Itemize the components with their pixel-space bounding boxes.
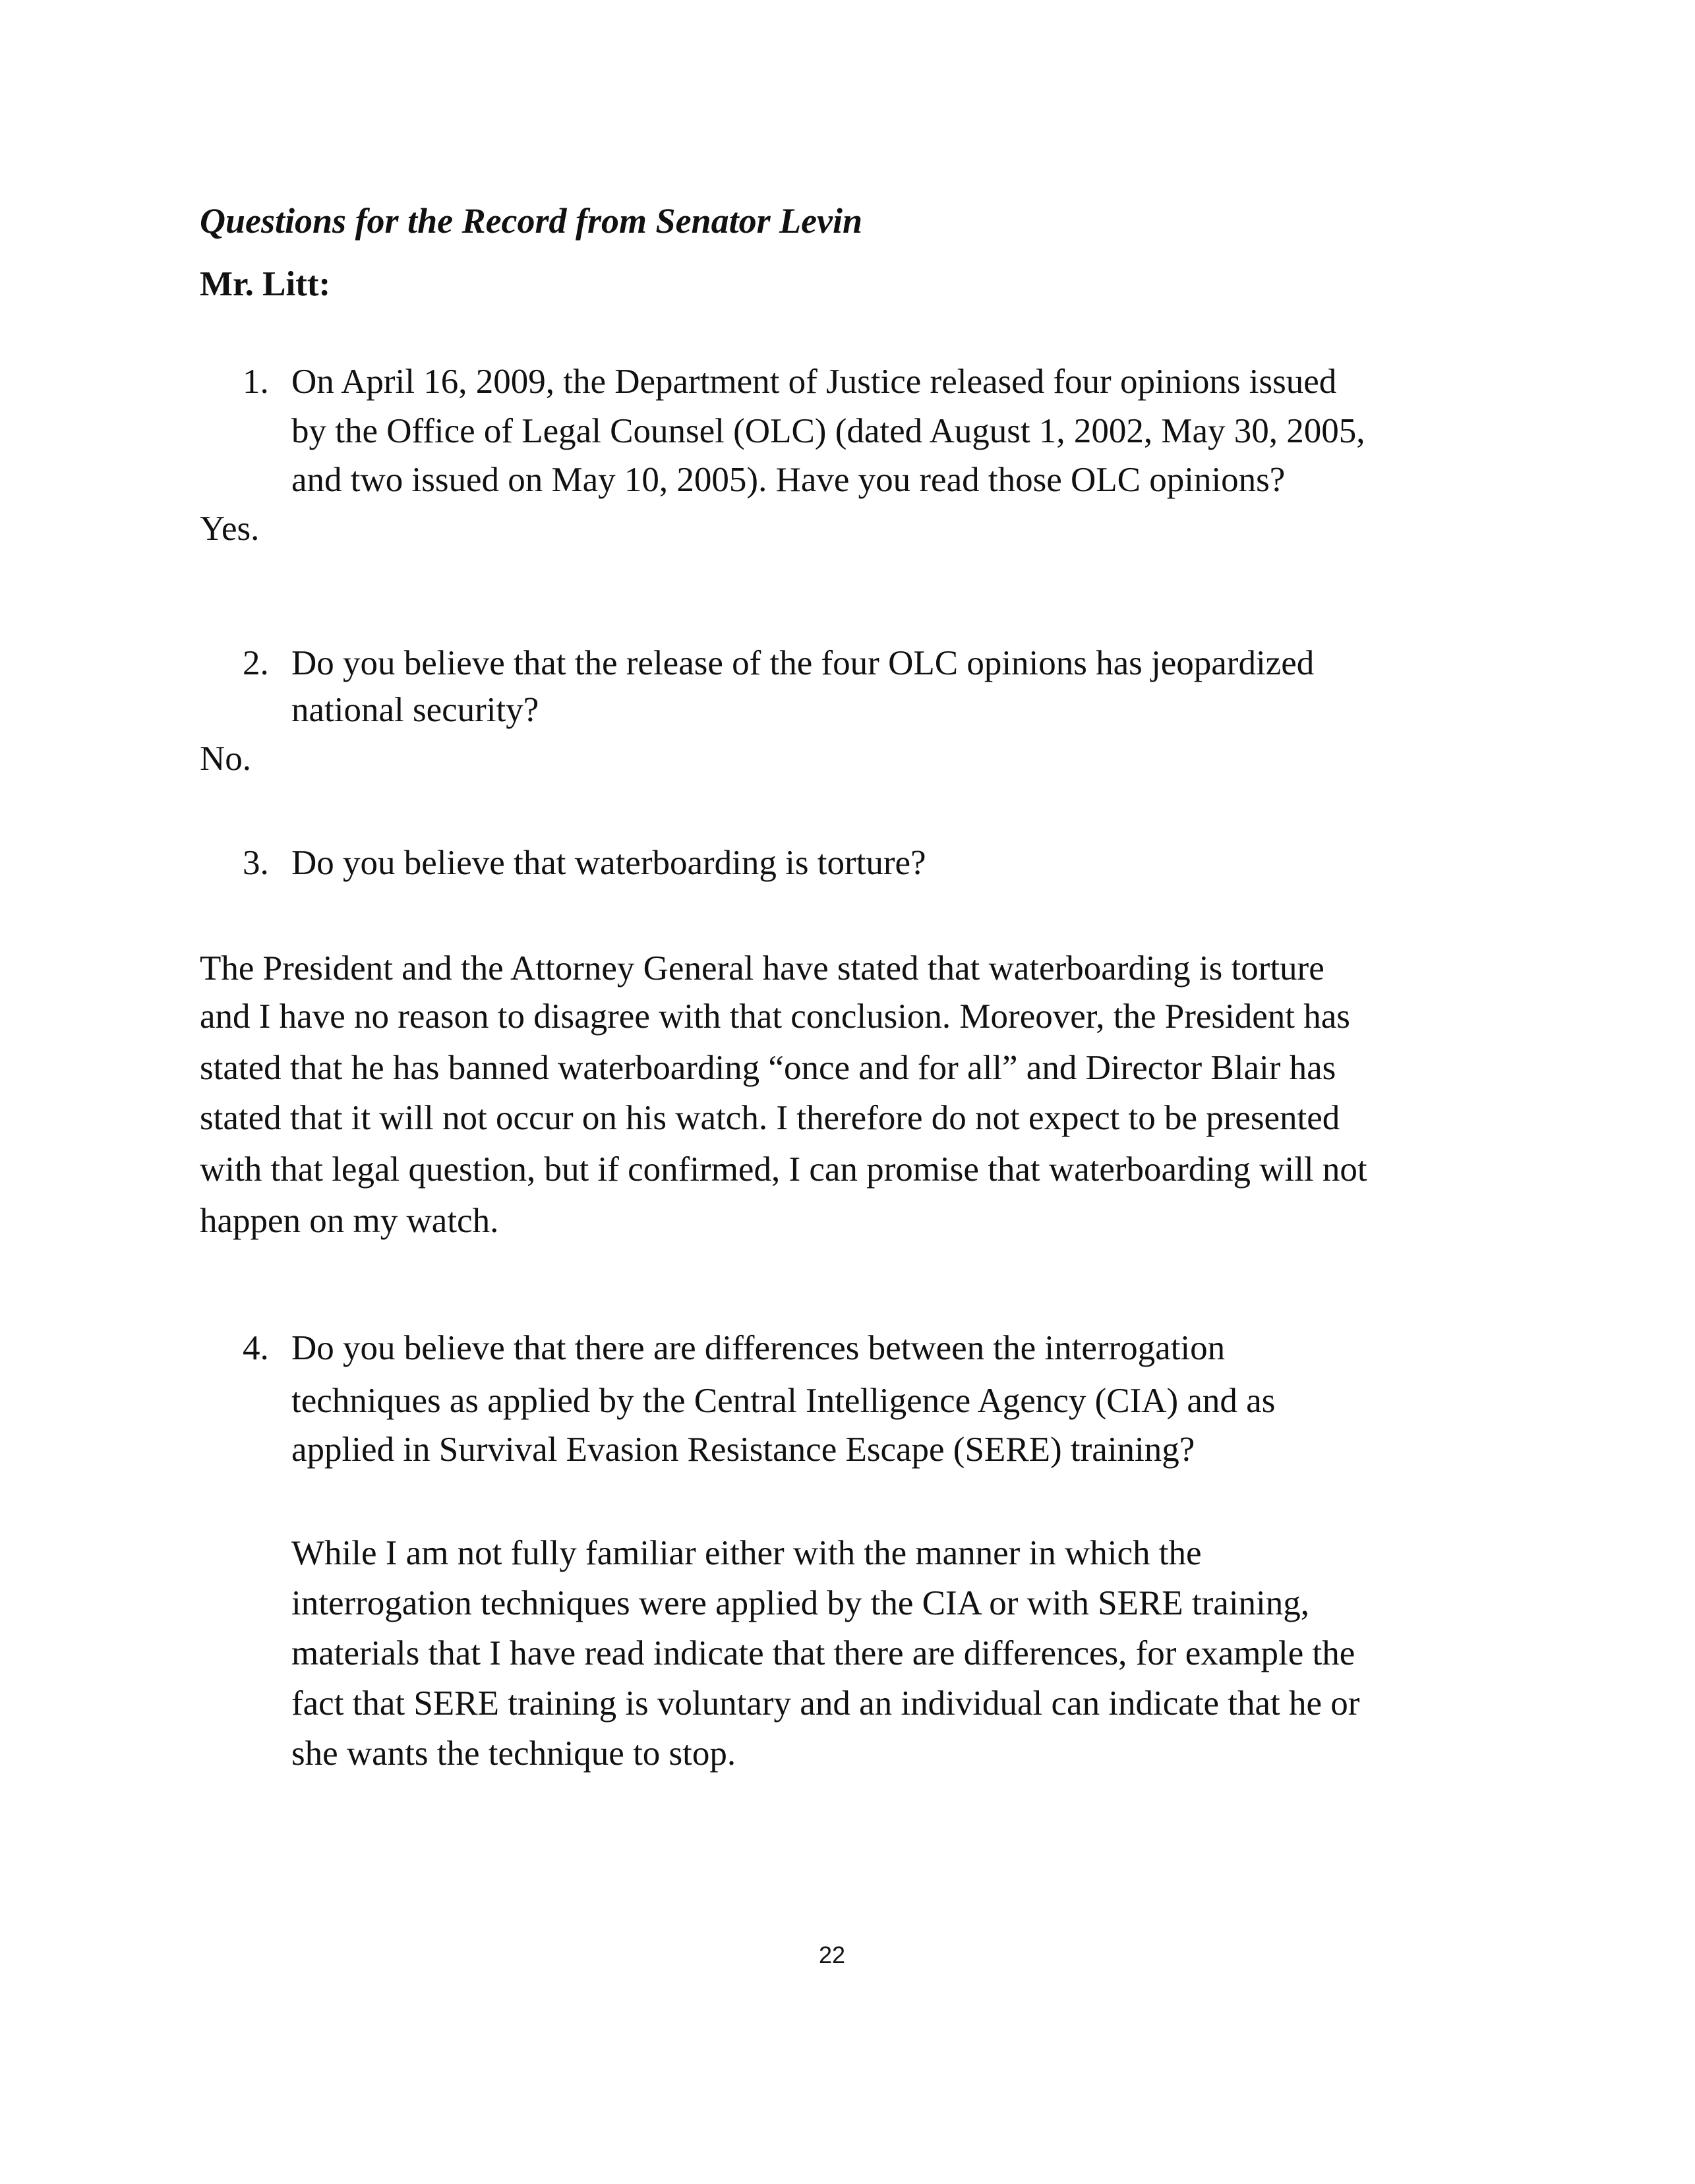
question-line: and two issued on May 10, 2005). Have you read those OLC opinions?	[291, 461, 1286, 499]
answer-line: interrogation techniques were applied by the CIA or with SERE training,	[291, 1584, 1310, 1622]
question-number: 3.	[243, 844, 269, 882]
question-line: techniques as applied by the Central Intelligence Agency (CIA) and as	[291, 1382, 1276, 1420]
answer-line: happen on my watch.	[200, 1202, 499, 1240]
answer-line: and I have no reason to disagree with that conclusion. Moreover, the President has	[200, 997, 1350, 1036]
document-heading: Questions for the Record from Senator Levin	[200, 201, 863, 241]
answer-line: stated that he has banned waterboarding “once and for all” and Director Blair has	[200, 1049, 1336, 1087]
question-line: Do you believe that waterboarding is torture?	[291, 844, 926, 882]
addressee: Mr. Litt:	[200, 265, 331, 303]
answer-line: No.	[200, 740, 252, 778]
answer-line: While I am not fully familiar either with the manner in which the	[291, 1534, 1202, 1572]
question-number: 2.	[243, 644, 269, 682]
answer-line: The President and the Attorney General have stated that waterboarding is torture	[200, 949, 1324, 988]
question-line: by the Office of Legal Counsel (OLC) (dated August 1, 2002, May 30, 2005,	[291, 412, 1365, 450]
answer-line: stated that it will not occur on his watch. I therefore do not expect to be presented	[200, 1099, 1340, 1137]
question-number: 4.	[243, 1329, 269, 1367]
question-line: Do you believe that there are differences between the interrogation	[291, 1329, 1226, 1367]
answer-line: Yes.	[200, 510, 260, 548]
question-line: applied in Survival Evasion Resistance Escape (SERE) training?	[291, 1431, 1195, 1469]
answer-line: with that legal question, but if confirmed, I can promise that waterboarding will not	[200, 1150, 1367, 1189]
question-line: On April 16, 2009, the Department of Justice released four opinions issued	[291, 363, 1337, 401]
answer-line: fact that SERE training is voluntary and an individual can indicate that he or	[291, 1684, 1360, 1723]
question-line: Do you believe that the release of the four OLC opinions has jeopardized	[291, 644, 1315, 682]
answer-line: she wants the technique to stop.	[291, 1734, 736, 1773]
answer-line: materials that I have read indicate that there are differences, for example the	[291, 1634, 1355, 1672]
question-number: 1.	[243, 363, 269, 401]
question-line: national security?	[291, 691, 539, 729]
page-number: 22	[818, 1941, 846, 1968]
